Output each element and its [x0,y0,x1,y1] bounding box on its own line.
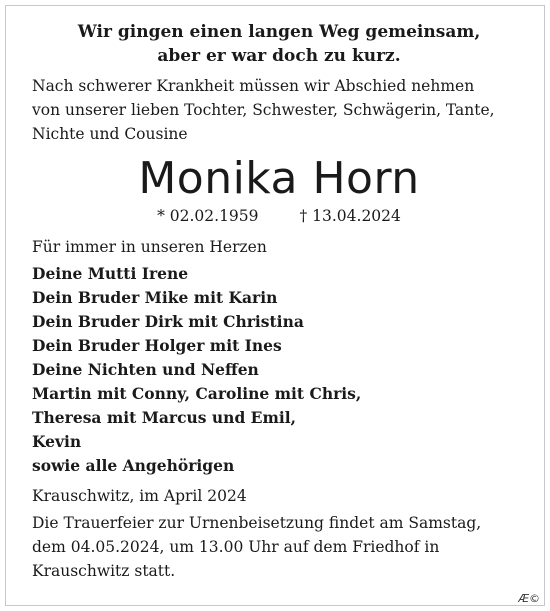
service-line: Die Trauerfeier zur Urnenbeisetzung findet am Samstag, [32,514,482,532]
intro-line: Nach schwerer Krankheit müssen wir Abschied nehmen [32,77,475,95]
funeral-service-info [32,511,526,583]
intro-line: von unserer lieben Tochter, Schwester, Schwägerin, Tante, [32,101,495,119]
mourners-list [32,262,526,478]
intro-line: Nichte und Cousine [32,125,188,143]
intro-text [32,74,526,146]
mourner-item: Dein Bruder Mike mit Karin [32,288,278,307]
service-line: Krauschwitz statt. [32,562,176,580]
place-date: Krauschwitz, im April 2024 [32,487,247,505]
mourner-item: Deine Mutti Irene [32,264,189,283]
forever-line: Für immer in unseren Herzen [32,238,267,256]
motto-line: Wir gingen einen langen Weg gemeinsam, [77,22,481,42]
mourner-item: Dein Bruder Holger mit Ines [32,336,282,355]
mourner-item: Theresa mit Marcus und Emil, [32,408,297,427]
motto [32,20,526,68]
obituary-notice [32,20,526,583]
birth-date: * 02.02.1959 [157,207,259,225]
mourner-item: Dein Bruder Dirk mit Christina [32,312,304,331]
life-dates [32,205,526,227]
motto-line: aber er war doch zu kurz. [157,46,401,66]
mourner-item: Deine Nichten und Neffen [32,360,259,379]
service-line: dem 04.05.2024, um 13.00 Uhr auf dem Friedhof in [32,538,440,556]
deceased-name: Monika Horn [138,153,420,204]
mourner-item: sowie alle Angehörigen [32,456,235,475]
mourner-item: Martin mit Conny, Caroline mit Chris, [32,384,362,403]
mourner-item: Kevin [32,432,82,451]
publisher-signet: Æ© [518,592,540,605]
death-date: † 13.04.2024 [299,207,401,225]
